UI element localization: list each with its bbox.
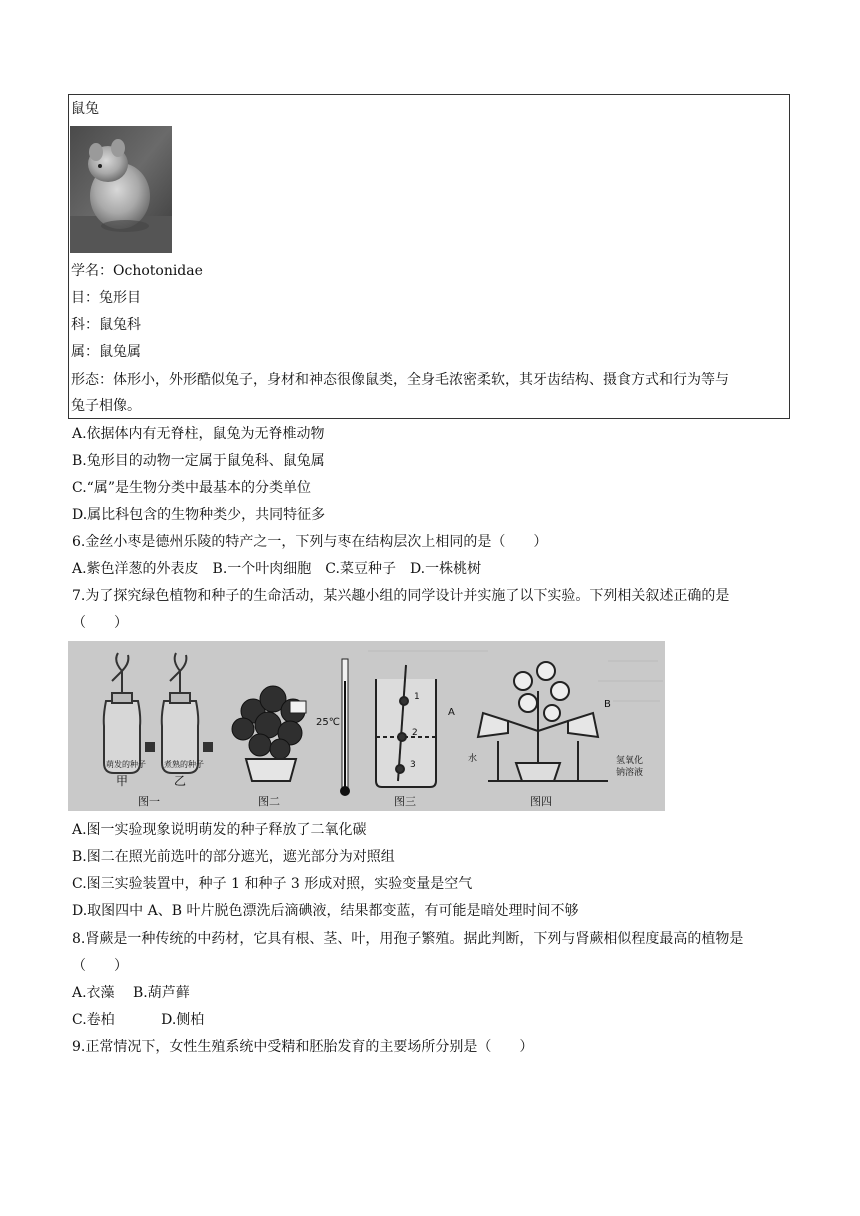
label-figure-one: 图一: [138, 795, 160, 808]
q8-options-cd: C.卷柏 D.侧柏: [72, 1012, 205, 1028]
pika-photo: [70, 126, 172, 253]
q5-option-a: A.依据体内有无脊柱，鼠兔为无脊椎动物: [72, 426, 325, 442]
figure-three: [376, 665, 436, 787]
morphology-line2: 兔子相像。: [71, 398, 141, 414]
q7-option-b: B.图二在照光前选叶的部分遮光，遮光部分为对照组: [72, 849, 395, 865]
label-naoh-line2: 钠溶液: [616, 768, 644, 778]
q7-option-a: A.图一实验现象说明萌发的种子释放了二氧化碳: [72, 822, 367, 838]
q8-options-ab: A.衣藻 B.葫芦藓: [72, 985, 190, 1001]
q7-stem-line2: （ ）: [72, 615, 128, 631]
q5-option-d: D.属比科包含的生物种类少，共同特征多: [72, 507, 326, 523]
q5-option-c: C.“属”是生物分类中最基本的分类单位: [72, 480, 311, 496]
q9-stem: 9.正常情况下，女性生殖系统中受精和胚胎发育的主要场所分别是（ ）: [72, 1039, 534, 1055]
label-figure-four: 图四: [530, 795, 552, 808]
q7-option-c: C.图三实验装置中，种子 1 和种子 3 形成对照，实验变量是空气: [72, 876, 473, 892]
label-boiled-seeds: 煮熟的种子: [164, 760, 204, 769]
label-jia: 甲: [116, 774, 129, 788]
label-figure-three: 图三: [394, 795, 416, 808]
taxon-order: 目：兔形目: [71, 290, 141, 306]
q6-options: A.紫色洋葱的外表皮 B.一个叶肉细胞 C.菜豆种子 D.一株桃树: [72, 561, 482, 577]
pika-info-card: [68, 94, 790, 419]
q8-stem-line2: （ ）: [72, 958, 128, 974]
q7-stem-line1: 7.为了探究绿色植物和种子的生命活动，某兴趣小组的同学设计并实施了以下实验。下列相关叙述正确的是: [72, 588, 730, 604]
scientific-name: 学名：Ochotonidae: [71, 263, 203, 279]
label-naoh-line1: 氢氧化: [616, 756, 644, 766]
label-seed-1: 1: [414, 692, 420, 702]
label-germinating-seeds: 萌发的种子: [106, 760, 146, 769]
q6-stem: 6.金丝小枣是德州乐陵的特产之一，下列与枣在结构层次上相同的是（ ）: [72, 534, 548, 550]
morphology-line1: 形态：体形小，外形酷似兔子，身材和神态很像鼠类，全身毛浓密柔软，其牙齿结构、摄食方式和行为等与: [71, 372, 729, 388]
q8-stem-line1: 8.肾蕨是一种传统的中药材，它具有根、茎、叶，用孢子繁殖。据此判断，下列与肾蕨相似程度最高的植物是: [72, 931, 744, 947]
label-yi: 乙: [174, 774, 187, 788]
label-seed-3: 3: [410, 760, 416, 770]
label-figure-two: 图二: [258, 795, 280, 808]
q7-option-d: D.取图四中 A、B 叶片脱色漂洗后滴碘液，结果都变蓝，有可能是暗处理时间不够: [72, 903, 579, 919]
label-leaf-a: A: [448, 707, 455, 718]
label-seed-2: 2: [412, 728, 418, 738]
label-leaf-b: B: [604, 699, 611, 710]
taxon-genus: 属：鼠兔属: [71, 344, 141, 360]
label-water: 水: [468, 754, 478, 764]
q5-option-b: B.兔形目的动物一定属于鼠兔科、鼠兔属: [72, 453, 325, 469]
thermometer: [340, 659, 350, 796]
taxon-family: 科：鼠兔科: [71, 317, 141, 333]
q7-experiment-figure: [68, 641, 665, 811]
card-title: 鼠兔: [71, 101, 99, 117]
label-temperature: 25℃: [316, 717, 340, 728]
